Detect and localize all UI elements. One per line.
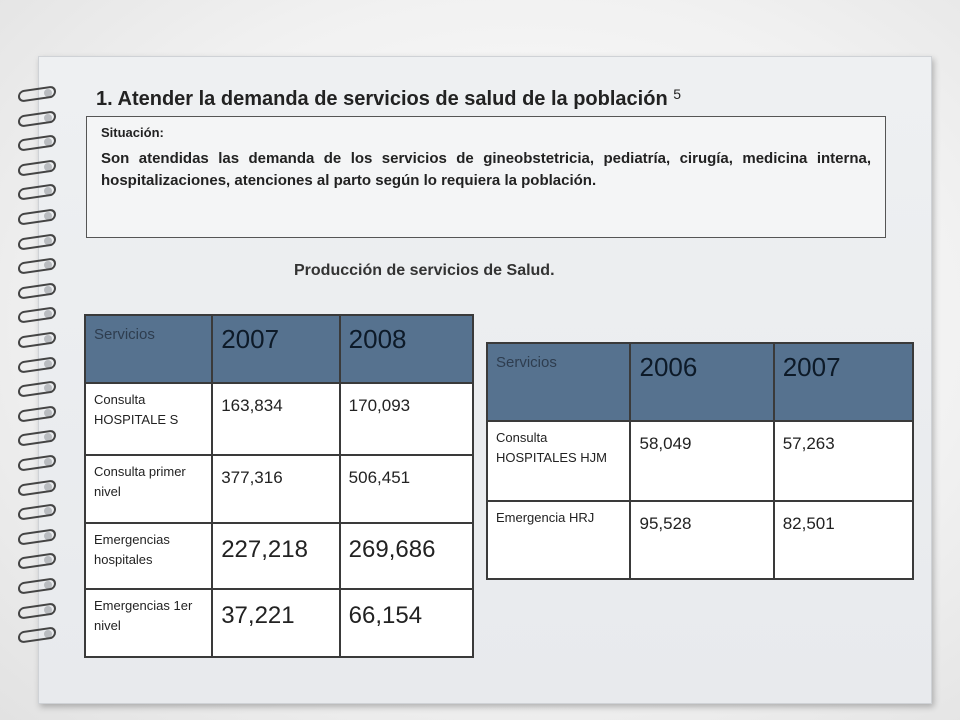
- spiral-coil: [12, 135, 56, 149]
- spiral-coil: [12, 86, 56, 100]
- spiral-coil: [12, 504, 56, 518]
- spiral-coil: [12, 430, 56, 444]
- header-services: Servicios: [487, 343, 630, 421]
- value-cell: 58,049: [630, 421, 773, 501]
- spiral-coil: [12, 184, 56, 198]
- value-cell: 66,154: [340, 589, 473, 657]
- spiral-coil: [12, 627, 56, 641]
- table-row: [487, 421, 913, 501]
- spiral-coil: [12, 381, 56, 395]
- situation-text: Son atendidas las demanda de los servicios de gineobstetricia, pediatría, cirugía, medicina interna, hospitalizaciones, atenciones al parto según lo requiera la población.: [101, 150, 871, 189]
- service-label: Consulta HOSPITALES HJM: [487, 421, 630, 501]
- value-cell: 57,263: [774, 421, 913, 501]
- value-cell: 506,451: [340, 455, 473, 523]
- table-row: [85, 589, 473, 657]
- service-label: Emergencia HRJ: [487, 501, 630, 579]
- value-cell: 170,093: [340, 383, 473, 455]
- spiral-coil: [12, 234, 56, 248]
- spiral-coil: [12, 209, 56, 223]
- value-cell: 377,316: [212, 455, 339, 523]
- spiral-binding: [12, 86, 56, 646]
- spiral-coil: [12, 357, 56, 371]
- spiral-coil: [12, 455, 56, 469]
- situation-box: [86, 116, 886, 238]
- table-row: [85, 523, 473, 589]
- value-cell: 37,221: [212, 589, 339, 657]
- table-row: [85, 455, 473, 523]
- service-label: Emergencias 1er nivel: [85, 589, 212, 657]
- spiral-coil: [12, 406, 56, 420]
- spiral-coil: [12, 307, 56, 321]
- header-year: 2006: [630, 343, 773, 421]
- section-heading: 1. Atender la demanda de servicios de salud de la población $^5$: [96, 86, 682, 110]
- situation-label: Situación:: [101, 125, 164, 140]
- header-year: 2008: [340, 315, 473, 383]
- value-cell: 82,501: [774, 501, 913, 579]
- tables-subtitle: Producción de servicios de Salud.: [294, 262, 555, 279]
- header-year: 2007: [212, 315, 339, 383]
- footnote-number: 5: [673, 86, 682, 102]
- spiral-coil: [12, 160, 56, 174]
- spiral-coil: [12, 258, 56, 272]
- service-label: Consulta HOSPITALE S: [85, 383, 212, 455]
- spiral-coil: [12, 603, 56, 617]
- value-cell: 227,218: [212, 523, 339, 589]
- header-year: 2007: [774, 343, 913, 421]
- spiral-coil: [12, 332, 56, 346]
- spiral-coil: [12, 111, 56, 125]
- service-label: Consulta primer nivel: [85, 455, 212, 523]
- spiral-coil: [12, 529, 56, 543]
- table-row: [487, 501, 913, 579]
- spiral-coil: [12, 283, 56, 297]
- table-header-row: [487, 343, 913, 421]
- services-table-2006-2007: [486, 342, 914, 580]
- services-table-2007-2008: [84, 314, 474, 658]
- spiral-coil: [12, 553, 56, 567]
- spiral-coil: [12, 480, 56, 494]
- header-services: Servicios: [85, 315, 212, 383]
- table-header-row: [85, 315, 473, 383]
- service-label: Emergencias hospitales: [85, 523, 212, 589]
- value-cell: 269,686: [340, 523, 473, 589]
- table-row: [85, 383, 473, 455]
- spiral-coil: [12, 578, 56, 592]
- value-cell: 95,528: [630, 501, 773, 579]
- value-cell: 163,834: [212, 383, 339, 455]
